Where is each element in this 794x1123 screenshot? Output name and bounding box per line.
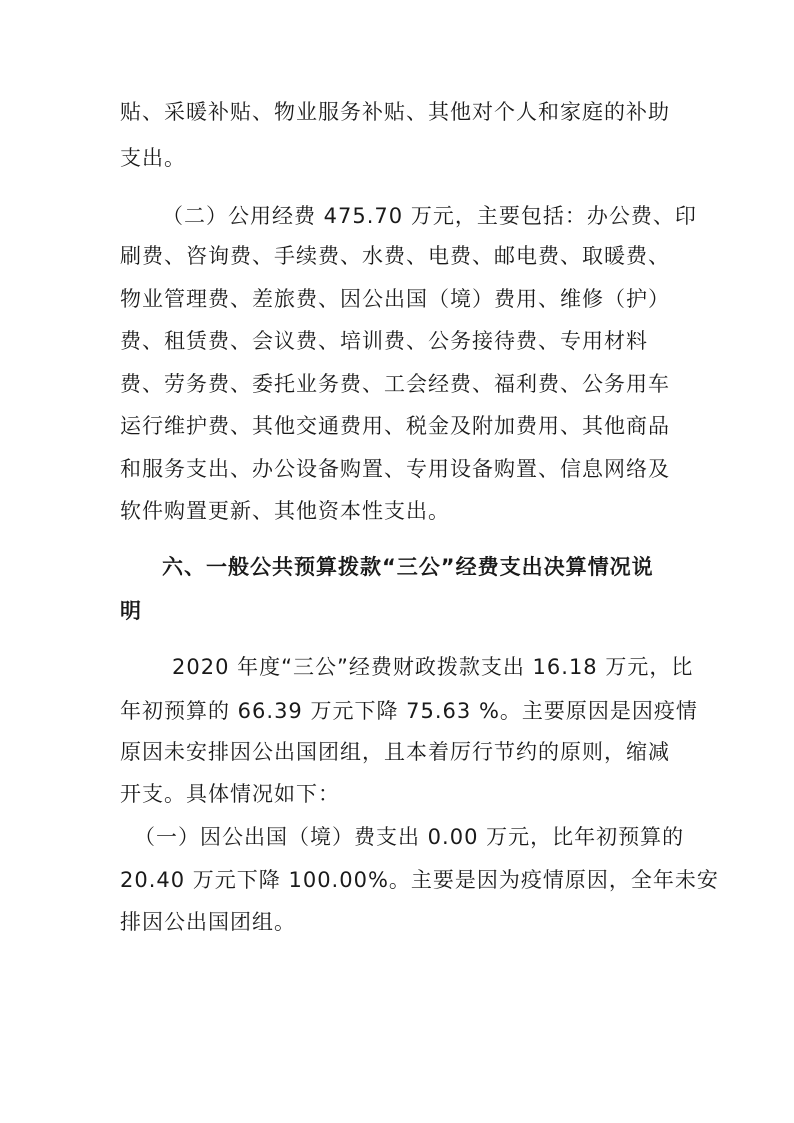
text-line: 费、租赁费、会议费、培训费、公务接待费、专用材料 — [120, 329, 648, 353]
text-line: 20.40 万元下降 100.00%。主要是因为疫情原因，全年未安 — [120, 868, 719, 892]
text-line: 运行维护费、其他交通费用、税金及附加费用、其他商品 — [120, 414, 670, 438]
text-line: 和服务支出、办公设备购置、专用设备购置、信息网络及 — [120, 457, 670, 481]
text-line: 软件购置更新、其他资本性支出。 — [120, 499, 450, 523]
text-line: （二）公用经费 475.70 万元，主要包括：办公费、印 — [162, 204, 697, 228]
heading-line: 明 — [120, 599, 142, 623]
text-line: 费、劳务费、委托业务费、工会经费、福利费、公务用车 — [120, 372, 670, 396]
text-line: （一）因公出国（境）费支出 0.00 万元，比年初预算的 — [134, 825, 685, 849]
text-line: 支出。 — [120, 146, 186, 170]
text-line: 原因未安排因公出国团组，且本着厉行节约的原则，缩减 — [120, 740, 670, 764]
text-line: 开支。具体情况如下： — [120, 782, 340, 806]
text-line: 贴、采暖补贴、物业服务补贴、其他对个人和家庭的补助 — [120, 100, 670, 124]
heading-line: 六、一般公共预算拨款“三公”经费支出决算情况说 — [162, 555, 654, 579]
text-line: 物业管理费、差旅费、因公出国（境）费用、维修（护） — [120, 287, 670, 311]
text-line: 排因公出国团组。 — [120, 910, 296, 934]
text-line: 刷费、咨询费、手续费、水费、电费、邮电费、取暖费、 — [120, 244, 670, 268]
text-line: 2020 年度“三公”经费财政拨款支出 16.18 万元，比 — [172, 655, 694, 679]
text-line: 年初预算的 66.39 万元下降 75.63 %。主要原因是因疫情 — [120, 699, 698, 723]
